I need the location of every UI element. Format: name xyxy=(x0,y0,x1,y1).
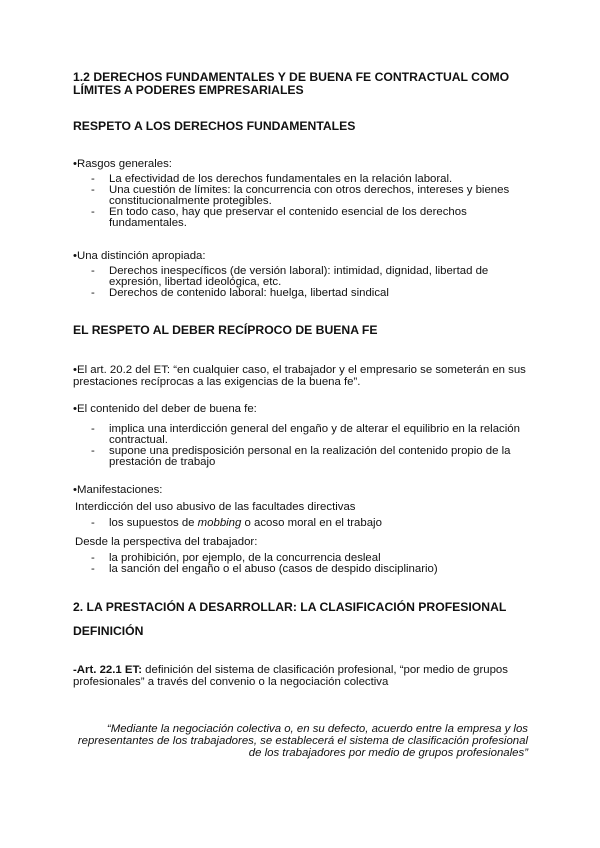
document-title xyxy=(0,71,600,97)
desde-line: Desde la perspectiva del trabajador: xyxy=(75,536,258,548)
distincion-list xyxy=(0,266,525,299)
rasgos-label: •Rasgos generales: xyxy=(73,158,172,170)
list-item: - la sanción del engaño o el abuso (casos de despido disciplinario) xyxy=(91,563,438,575)
contenido-list xyxy=(0,424,521,468)
list-item: - Derechos de contenido laboral: huelga, libertad sindical xyxy=(91,287,389,299)
section1-heading: RESPETO A LOS DERECHOS FUNDAMENTALES xyxy=(73,119,356,133)
section2-heading: EL RESPETO AL DEBER RECÍPROCO DE BUENA FE xyxy=(73,323,378,337)
list-item: - supone una predisposición personal en la realización del contenido propio de la prestación de trabajo xyxy=(91,445,511,468)
interdiccion-line: Interdicción del uso abusivo de las facultades directivas xyxy=(75,501,356,513)
trabajador-list xyxy=(0,553,521,575)
title-line-2: LÍMITES A PODERES EMPRESARIALES xyxy=(73,83,304,97)
list-item: - la prohibición, por ejemplo, de la concurrencia desleal xyxy=(91,552,381,564)
quote-block: “Mediante la negociación colectiva o, en su defecto, acuerdo entre la empresa y los representantes de los trabajadores, se establecerá el sistema de clasificación profesional de los trabajadores por medio de grupos profesionales” xyxy=(77,723,528,760)
art-20-2-paragraph: •El art. 20.2 del ET: “en cualquier caso, el trabajador y el empresario se someterán en sus prestaciones recíprocas a las exigencias de la buena fe”. xyxy=(73,364,526,388)
list-item: - La efectividad de los derechos fundamentales en la relación laboral. xyxy=(91,173,453,185)
mobbing-list xyxy=(0,518,521,529)
definicion-heading: DEFINICIÓN xyxy=(73,624,144,638)
list-item: - implica una interdicción general del engaño y de alterar el equilibrio en la relación contractual. xyxy=(91,423,520,446)
contenido-label: •El contenido del deber de buena fe: xyxy=(73,403,257,415)
manifestaciones-label: •Manifestaciones: xyxy=(73,484,163,496)
rasgos-list xyxy=(0,174,518,229)
art-22-1-label: -Art. 22.1 ET: xyxy=(73,664,142,676)
list-item: - En todo caso, hay que preservar el contenido esencial de los derechos fundamentales. xyxy=(91,206,467,229)
section3-heading: 2. LA PRESTACIÓN A DESARROLLAR: LA CLASIFICACIÓN PROFESIONAL xyxy=(73,600,507,614)
title-line-1: 1.2 DERECHOS FUNDAMENTALES Y DE BUENA FE CONTRACTUAL COMO xyxy=(73,70,510,84)
list-item: - los supuestos de mobbing o acoso moral en el trabajo xyxy=(91,517,382,529)
list-item: - Derechos inespecíficos (de versión laboral): intimidad, dignidad, libertad de expresión, libertad ideológica, etc. xyxy=(91,265,489,288)
list-item: - Una cuestión de límites: la concurrencia con otros derechos, intereses y bienes constitucionalmente protegibles. xyxy=(91,184,510,207)
art-22-1-paragraph: -Art. 22.1 ET: definición del sistema de clasificación profesional, “por medio de grupos profesionales” a través del convenio o la negociación colectiva xyxy=(73,664,508,688)
distincion-label: •Una distinción apropiada: xyxy=(73,250,206,262)
